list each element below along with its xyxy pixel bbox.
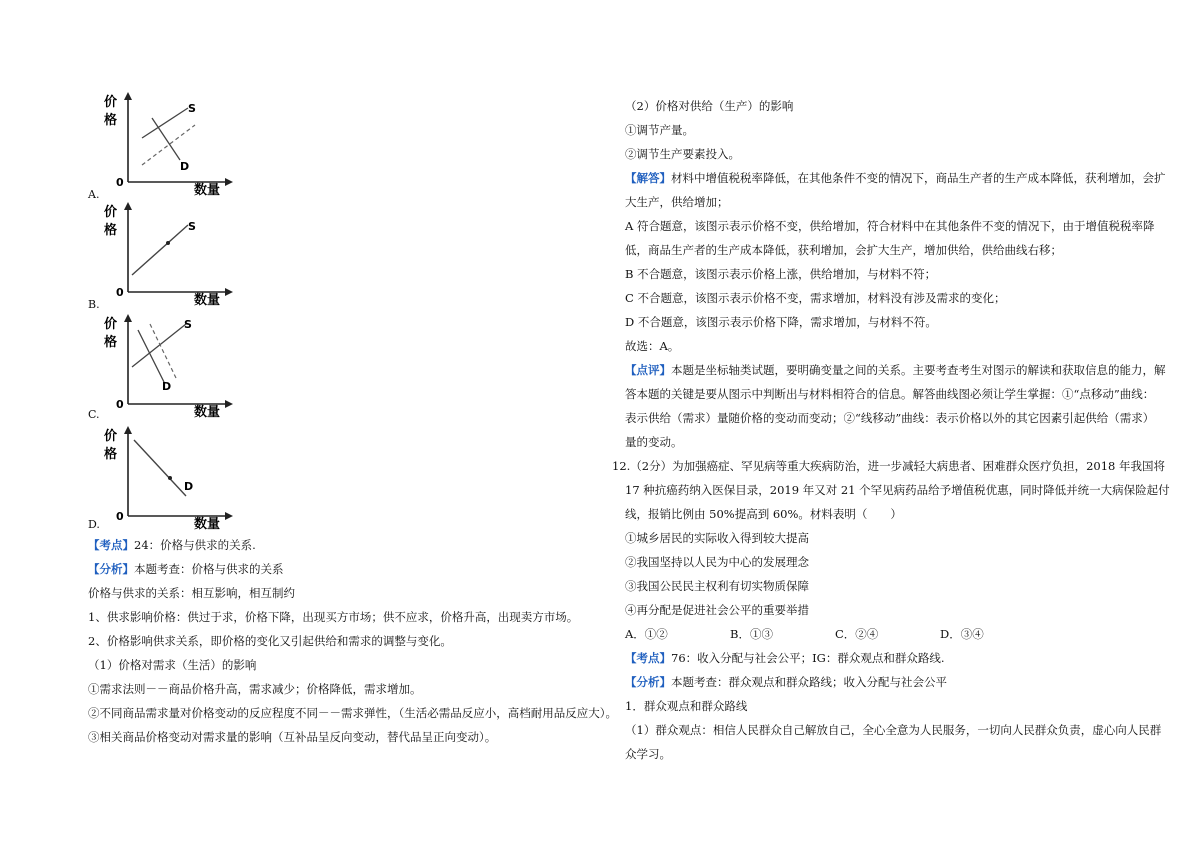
right-jieda-tag: 【解答】	[625, 171, 671, 185]
option-c-label: C.	[88, 408, 100, 421]
left-line-2: 2、价格影响供求关系，即价格的变化又引起供给和需求的调整与变化。	[88, 634, 452, 648]
right-jieda-3: B 不合题意，该图示表示价格上涨，供给增加，与材料不符；	[625, 267, 937, 281]
left-line-1: 1、供求影响价格：供过于求，价格下降，出现买方市场；供不应求，价格升高，出现卖方市场。	[88, 610, 579, 624]
graph-a-x: 数量	[194, 183, 221, 198]
q12-line-5: ③我国公民民主权利有切实物质保障	[625, 579, 809, 593]
right-fenxi	[625, 675, 947, 689]
option-a-label: A.	[88, 188, 100, 201]
graph-c-y-top: 价	[104, 317, 118, 332]
graph-a-demand: D	[180, 160, 190, 173]
left-fenxi-tag: 【分析】	[88, 562, 134, 576]
right-top-2: ②调节生产要素投入。	[625, 147, 740, 161]
left-kaodian-tag: 【考点】	[88, 538, 134, 552]
graph-d-origin: 0	[116, 510, 124, 523]
right-tail-1: （1）群众观点：相信人民群众自己解放自己，全心全意为人民服务，一切向人民群众负责，虚心向人民群	[625, 723, 1162, 737]
right-jieda-5: D 不合题意，该图示表示价格下降，需求增加，与材料不符。	[625, 315, 937, 329]
q12-line-4: ②我国坚持以人民为中心的发展理念	[625, 555, 809, 569]
graph-a-y-top: 价	[104, 95, 118, 110]
q12-option-a: A．①②	[625, 627, 668, 641]
q12-line-2: 线，报销比例由 50%提高到 60%。材料表明（ ）	[625, 507, 902, 521]
right-dianping	[625, 363, 1166, 377]
q12-line-3: ①城乡居民的实际收入得到较大提高	[625, 531, 809, 545]
right-jieda	[625, 171, 1166, 185]
right-jieda-text: 材料中增值税税率降低，在其他条件不变的情况下，商品生产者的生产成本降低，获利增加，会扩	[671, 171, 1166, 185]
right-fenxi-tag: 【分析】	[625, 675, 671, 689]
left-kaodian-text: 24：价格与供求的关系.	[134, 538, 256, 552]
q12-line-0: 12.（2分）为加强癌症、罕见病等重大疾病防治，进一步减轻大病患者、困难群众医疗负担，2018 年我国将	[612, 459, 1166, 473]
right-jieda-1: A 符合题意，该图示表示价格不变，供给增加，符合材料中在其他条件不变的情况下，由于增值税税率降	[625, 219, 1155, 233]
option-d-label: D.	[88, 518, 100, 531]
graph-b-supply: S	[188, 220, 196, 233]
left-fenxi	[88, 562, 284, 576]
right-tail-0: 1．群众观点和群众路线	[625, 699, 748, 713]
right-kaodian	[625, 651, 945, 665]
q12-option-c: C．②④	[835, 627, 879, 641]
right-kaodian-tag: 【考点】	[625, 651, 671, 665]
right-dianping-text: 本题是坐标轴类试题，要明确变量之间的关系。主要考查考生对图示的解读和获取信息的能力，解	[671, 363, 1166, 377]
graph-d-y-bottom: 格	[104, 447, 118, 462]
graph-d-y-top: 价	[104, 429, 118, 444]
graph-c-demand: D	[162, 380, 172, 393]
left-fenxi-text: 本题考查：价格与供求的关系	[134, 562, 284, 576]
right-jieda-2: 低，商品生产者的生产成本降低，获利增加，会扩大生产，增加供给，供给曲线右移；	[625, 243, 1062, 257]
right-dianping-0: 答本题的关键是要从图示中判断出与材料相符合的信息。解答曲线图必须让学生掌握：①“点移动”曲线：	[625, 387, 1155, 401]
graph-b-origin: 0	[116, 286, 124, 299]
right-dianping-2: 量的变动。	[625, 435, 683, 449]
q12-line-6: ④再分配是促进社会公平的重要举措	[625, 603, 809, 617]
left-line-5: ②不同商品需求量对价格变动的反应程度不同－－需求弹性，（生活必需品反应小，高档耐用品反应大）。	[88, 706, 617, 720]
right-jieda-6: 故选：A。	[625, 339, 680, 353]
graph-c-origin: 0	[116, 398, 124, 411]
q12-option-b: B．①③	[730, 627, 773, 641]
graph-a-y-bottom: 格	[104, 113, 118, 128]
graph-d-x: 数量	[194, 517, 221, 532]
left-kaodian	[88, 538, 256, 552]
graph-b-x: 数量	[194, 293, 221, 308]
right-dianping-1: 表示供给（需求）量随价格的变动而变动；②“线移动”曲线：表示价格以外的其它因素引起供给（需求）	[625, 411, 1155, 425]
graph-d-svg	[100, 424, 260, 532]
right-top-1: ①调节产量。	[625, 123, 694, 137]
graph-c-x: 数量	[194, 405, 221, 420]
left-line-3: （1）价格对需求（生活）的影响	[88, 658, 257, 672]
graph-c-supply: S	[184, 318, 192, 331]
right-fenxi-text: 本题考查：群众观点和群众路线；收入分配与社会公平	[671, 675, 947, 689]
left-line-0: 价格与供求的关系：相互影响，相互制约	[88, 586, 295, 600]
option-b-label: B.	[88, 298, 100, 311]
q12-line-1: 17 种抗癌药纳入医保目录，2019 年又对 21 个罕见病药品给予增值税优惠，同时降低并统一大病保险起付	[625, 483, 1170, 497]
graph-b-svg	[100, 200, 260, 308]
left-line-4: ①需求法则－－商品价格升高，需求减少；价格降低，需求增加。	[88, 682, 422, 696]
right-tail-2: 众学习。	[625, 747, 671, 761]
graph-b-y-top: 价	[104, 205, 118, 220]
right-top-0: （2）价格对供给（生产）的影响	[625, 99, 794, 113]
left-line-6: ③相关商品价格变动对需求量的影响（互补品呈反向变动，替代品呈正向变动）。	[88, 730, 497, 744]
q12-option-d: D．③④	[940, 627, 984, 641]
right-jieda-4: C 不合题意，该图示表示价格不变，需求增加，材料没有涉及需求的变化；	[625, 291, 1006, 305]
graph-c-y-bottom: 格	[104, 335, 118, 350]
graph-d-demand: D	[184, 480, 194, 493]
right-jieda-0: 大生产，供给增加；	[625, 195, 729, 209]
right-dianping-tag: 【点评】	[625, 363, 671, 377]
graph-a-supply: S	[188, 102, 196, 115]
right-kaodian-text: 76：收入分配与社会公平；IG：群众观点和群众路线.	[671, 651, 945, 665]
graph-a-origin: 0	[116, 176, 124, 189]
graph-c-svg	[100, 312, 260, 420]
graph-b-y-bottom: 格	[104, 223, 118, 238]
graph-a-svg	[100, 90, 260, 198]
